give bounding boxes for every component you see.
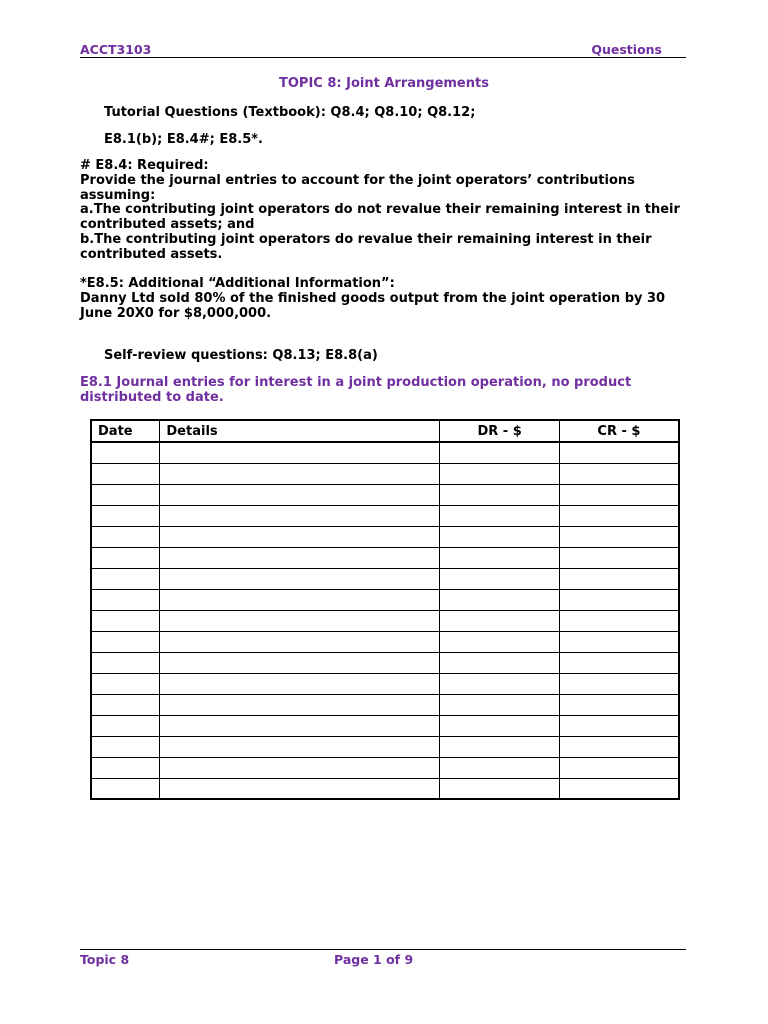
table-row xyxy=(91,484,679,505)
details-cell xyxy=(160,778,440,799)
dr-cell xyxy=(440,757,560,778)
dr-cell xyxy=(440,673,560,694)
journal-entry-table xyxy=(90,419,680,800)
details-cell xyxy=(160,736,440,757)
e84-line: assuming: xyxy=(80,187,156,203)
table-row xyxy=(91,589,679,610)
cr-cell xyxy=(559,673,679,694)
table-row xyxy=(91,757,679,778)
dr-cell xyxy=(440,589,560,610)
dr-cell xyxy=(440,505,560,526)
date-cell xyxy=(91,589,160,610)
e84-section xyxy=(80,159,700,263)
cr-cell xyxy=(559,442,679,463)
dr-cell xyxy=(440,442,560,463)
header-section-label: Questions xyxy=(591,42,662,57)
date-cell xyxy=(91,778,160,799)
details-cell xyxy=(160,463,440,484)
table-row xyxy=(91,442,679,463)
tutorial-questions-line1: Tutorial Questions (Textbook): Q8.4; Q8.10; Q8.12; xyxy=(104,105,476,120)
cr-cell xyxy=(559,715,679,736)
e81-heading-line2: distributed to date. xyxy=(80,390,224,405)
e84-line: b.The contributing joint operators do revalue their remaining interest in their xyxy=(80,231,652,247)
table-row xyxy=(91,652,679,673)
table-row xyxy=(91,736,679,757)
cr-cell xyxy=(559,568,679,589)
column-header-dr: DR - $ xyxy=(440,420,560,442)
cr-cell xyxy=(559,778,679,799)
table-row xyxy=(91,547,679,568)
date-cell xyxy=(91,505,160,526)
cr-cell xyxy=(559,526,679,547)
details-cell xyxy=(160,715,440,736)
e81-heading-line1: E8.1 Journal entries for interest in a joint production operation, no product xyxy=(80,375,632,390)
e84-heading: # E8.4: Required: xyxy=(80,158,209,173)
details-cell xyxy=(160,568,440,589)
table-row xyxy=(91,778,679,799)
column-header-details: Details xyxy=(160,420,440,442)
date-cell xyxy=(91,442,160,463)
dr-cell xyxy=(440,547,560,568)
details-cell xyxy=(160,589,440,610)
cr-cell xyxy=(559,547,679,568)
column-header-date: Date xyxy=(91,420,160,442)
cr-cell xyxy=(559,757,679,778)
e85-line: Danny Ltd sold 80% of the finished goods output from the joint operation by 30 xyxy=(80,290,666,306)
self-review-questions: Self-review questions: Q8.13; E8.8(a) xyxy=(104,348,378,363)
dr-cell xyxy=(440,526,560,547)
dr-cell xyxy=(440,631,560,652)
date-cell xyxy=(91,463,160,484)
e84-line: contributed assets. xyxy=(80,246,223,262)
date-cell xyxy=(91,736,160,757)
table-row xyxy=(91,568,679,589)
cr-cell xyxy=(559,736,679,757)
cr-cell xyxy=(559,631,679,652)
cr-cell xyxy=(559,463,679,484)
details-cell xyxy=(160,694,440,715)
date-cell xyxy=(91,547,160,568)
details-cell xyxy=(160,526,440,547)
e85-line: June 20X0 for $8,000,000. xyxy=(80,305,272,321)
page-header xyxy=(80,42,686,58)
cr-cell xyxy=(559,694,679,715)
details-cell xyxy=(160,673,440,694)
date-cell xyxy=(91,652,160,673)
date-cell xyxy=(91,757,160,778)
date-cell xyxy=(91,694,160,715)
cr-cell xyxy=(559,589,679,610)
column-header-cr: CR - $ xyxy=(559,420,679,442)
details-cell xyxy=(160,631,440,652)
details-cell xyxy=(160,652,440,673)
dr-cell xyxy=(440,610,560,631)
dr-cell xyxy=(440,694,560,715)
e84-line: Provide the journal entries to account for the joint operators’ contributions xyxy=(80,172,635,188)
e84-line: contributed assets; and xyxy=(80,217,255,233)
tutorial-questions-line2: E8.1(b); E8.4#; E8.5*. xyxy=(104,132,263,147)
details-cell xyxy=(160,547,440,568)
table-row xyxy=(91,526,679,547)
page-footer xyxy=(80,949,686,966)
date-cell xyxy=(91,673,160,694)
dr-cell xyxy=(440,715,560,736)
table-row xyxy=(91,463,679,484)
date-cell xyxy=(91,715,160,736)
details-cell xyxy=(160,757,440,778)
details-cell xyxy=(160,505,440,526)
table-row xyxy=(91,631,679,652)
e85-heading: *E8.5: Additional “Additional Information”: xyxy=(80,276,395,291)
details-cell xyxy=(160,442,440,463)
table-row xyxy=(91,610,679,631)
date-cell xyxy=(91,526,160,547)
table-row xyxy=(91,715,679,736)
table-row xyxy=(91,673,679,694)
dr-cell xyxy=(440,568,560,589)
footer-topic: Topic 8 xyxy=(80,952,130,967)
dr-cell xyxy=(440,778,560,799)
table-row xyxy=(91,694,679,715)
date-cell xyxy=(91,568,160,589)
table-row xyxy=(91,505,679,526)
table-header-row xyxy=(91,420,679,442)
e85-section xyxy=(80,277,700,321)
dr-cell xyxy=(440,652,560,673)
course-code: ACCT3103 xyxy=(80,42,152,57)
dr-cell xyxy=(440,463,560,484)
details-cell xyxy=(160,484,440,505)
date-cell xyxy=(91,610,160,631)
date-cell xyxy=(91,631,160,652)
details-cell xyxy=(160,610,440,631)
dr-cell xyxy=(440,736,560,757)
page-title: TOPIC 8: Joint Arrangements xyxy=(279,76,489,91)
e84-line: a.The contributing joint operators do not revalue their remaining interest in their xyxy=(80,202,680,218)
cr-cell xyxy=(559,610,679,631)
cr-cell xyxy=(559,652,679,673)
journal-table-body xyxy=(91,442,679,799)
footer-page-number: Page 1 of 9 xyxy=(334,952,414,967)
dr-cell xyxy=(440,484,560,505)
cr-cell xyxy=(559,505,679,526)
cr-cell xyxy=(559,484,679,505)
date-cell xyxy=(91,484,160,505)
